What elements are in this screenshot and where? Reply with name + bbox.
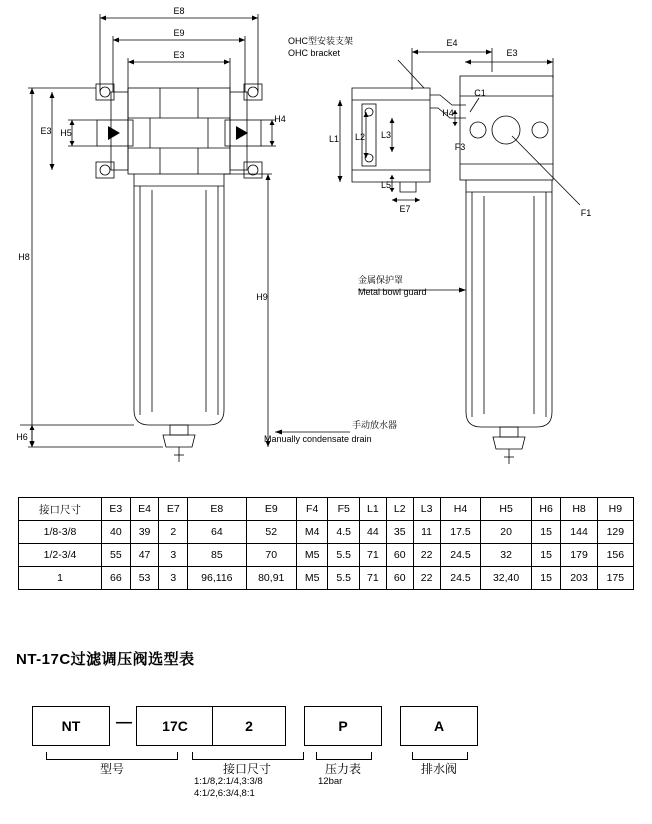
selection-box-gauge: P — [304, 706, 382, 746]
table-cell: 66 — [102, 567, 131, 590]
annotation-bowlguard-en: Metal bowl guard — [358, 287, 427, 297]
table-cell: 15 — [531, 567, 561, 590]
table-cell: 3 — [159, 544, 188, 567]
table-cell: M5 — [296, 544, 328, 567]
selection-label-model: 型号 — [99, 762, 124, 776]
selection-box-model: NT — [32, 706, 110, 746]
table-cell: 15 — [531, 521, 561, 544]
table-header-cell: H6 — [531, 498, 561, 521]
bracket-port — [192, 752, 304, 760]
table-header-cell: L2 — [386, 498, 413, 521]
table-cell: 24.5 — [440, 544, 481, 567]
table-row — [19, 567, 634, 590]
table-header-cell: E4 — [130, 498, 159, 521]
table-cell: 40 — [102, 521, 131, 544]
table-cell: 55 — [102, 544, 131, 567]
selection-sub-gauge: 12bar — [318, 776, 343, 787]
selection-chart — [16, 700, 496, 810]
table-cell: 32 — [481, 544, 531, 567]
table-cell: 1 — [19, 567, 102, 590]
dim-label-h4-left: H4 — [274, 114, 286, 124]
table-header-cell: L1 — [359, 498, 386, 521]
selection-box-series: 17C — [136, 706, 214, 746]
table-cell: 85 — [188, 544, 246, 567]
dim-label-f1: F1 — [580, 208, 592, 218]
table-cell: M4 — [296, 521, 328, 544]
table-row — [19, 521, 634, 544]
dim-label-f3: F3 — [454, 142, 466, 152]
table-cell: 39 — [130, 521, 159, 544]
table-cell: 2 — [159, 521, 188, 544]
selection-dash: — — [116, 714, 132, 731]
table-cell: 22 — [413, 567, 440, 590]
table-cell: 44 — [359, 521, 386, 544]
dim-label-e8: E8 — [173, 6, 185, 16]
table-cell: 1/8-3/8 — [19, 521, 102, 544]
table-cell: 11 — [413, 521, 440, 544]
dim-label-e3-left: E3 — [40, 126, 52, 136]
table-cell: 60 — [386, 544, 413, 567]
table-cell: 20 — [481, 521, 531, 544]
dim-label-l3: L3 — [380, 130, 392, 140]
table-cell: 203 — [561, 567, 597, 590]
table-cell: 24.5 — [440, 567, 481, 590]
dim-label-e4: E4 — [446, 38, 458, 48]
table-header-cell: H9 — [597, 498, 633, 521]
table-header-cell: H8 — [561, 498, 597, 521]
dim-label-l5: L5 — [380, 180, 392, 190]
table-cell: 71 — [359, 567, 386, 590]
table-cell: 156 — [597, 544, 633, 567]
table-cell: 22 — [413, 544, 440, 567]
table-cell: 129 — [597, 521, 633, 544]
annotation-drain-en: Manually condensate drain — [264, 434, 372, 444]
dim-label-c1: C1 — [474, 88, 486, 98]
table-cell: 96,116 — [188, 567, 246, 590]
table-header-cell: 接口尺寸 — [19, 498, 102, 521]
table-cell: 179 — [561, 544, 597, 567]
table-cell: 17.5 — [440, 521, 481, 544]
table-cell: 5.5 — [328, 544, 360, 567]
table-cell: 47 — [130, 544, 159, 567]
dim-label-e9: E9 — [173, 28, 185, 38]
dim-label-l2: L2 — [354, 132, 366, 142]
table-cell: 52 — [246, 521, 296, 544]
selection-sub-port-line1: 1:1/8,2:1/4,3:3/8 — [194, 776, 263, 787]
table-cell: 3 — [159, 567, 188, 590]
table-cell: 60 — [386, 567, 413, 590]
table-cell: 80,91 — [246, 567, 296, 590]
table-cell: 35 — [386, 521, 413, 544]
table-cell: 4.5 — [328, 521, 360, 544]
table-cell: 144 — [561, 521, 597, 544]
table-header-cell: E9 — [246, 498, 296, 521]
selection-label-port: 接口尺寸 — [222, 762, 271, 776]
table-header-cell: E3 — [102, 498, 131, 521]
selection-box-port: 2 — [212, 706, 286, 746]
selection-box-drain: A — [400, 706, 478, 746]
dim-label-h9: H9 — [256, 292, 268, 302]
table-cell: 5.5 — [328, 567, 360, 590]
selection-sub-port-line2: 4:1/2,6:3/4,8:1 — [194, 788, 255, 799]
annotation-bracket-en: OHC bracket — [288, 48, 341, 58]
table-cell: 71 — [359, 544, 386, 567]
table-cell: 32,40 — [481, 567, 531, 590]
dim-label-h6: H6 — [16, 432, 28, 442]
table-header-cell: F4 — [296, 498, 328, 521]
dim-label-e3-right: E3 — [506, 48, 518, 58]
bracket-model — [46, 752, 178, 760]
table-cell: 175 — [597, 567, 633, 590]
table-cell: 70 — [246, 544, 296, 567]
table-row — [19, 544, 634, 567]
table-cell: 64 — [188, 521, 246, 544]
table-header-cell: E7 — [159, 498, 188, 521]
dim-label-h5: H5 — [60, 128, 72, 138]
dimension-table — [18, 497, 634, 590]
bracket-gauge — [316, 752, 372, 760]
annotation-drain-cn: 手动放水器 — [352, 420, 398, 430]
table-cell: M5 — [296, 567, 328, 590]
table-cell: 15 — [531, 544, 561, 567]
bracket-drain — [412, 752, 468, 760]
annotation-bowlguard-cn: 金属保护罩 — [358, 275, 404, 285]
table-header-cell: L3 — [413, 498, 440, 521]
dim-label-h8: H8 — [18, 252, 30, 262]
selection-label-drain: 排水阀 — [420, 762, 457, 776]
dim-label-e3-top: E3 — [173, 50, 185, 60]
dim-label-l1: L1 — [328, 134, 340, 144]
dim-label-h4-right: H4 — [442, 108, 454, 118]
table-cell: 1/2-3/4 — [19, 544, 102, 567]
table-cell: 53 — [130, 567, 159, 590]
table-header-cell: H4 — [440, 498, 481, 521]
table-header-cell: H5 — [481, 498, 531, 521]
dim-label-e7: E7 — [399, 204, 411, 214]
table-header-row — [19, 498, 634, 521]
annotation-bracket-cn: OHC型安装支架 — [288, 36, 353, 46]
table-header-cell: F5 — [328, 498, 360, 521]
selection-label-gauge: 压力表 — [324, 762, 361, 776]
selection-chart-title: NT-17C过滤调压阀选型表 — [16, 651, 195, 668]
table-header-cell: E8 — [188, 498, 246, 521]
